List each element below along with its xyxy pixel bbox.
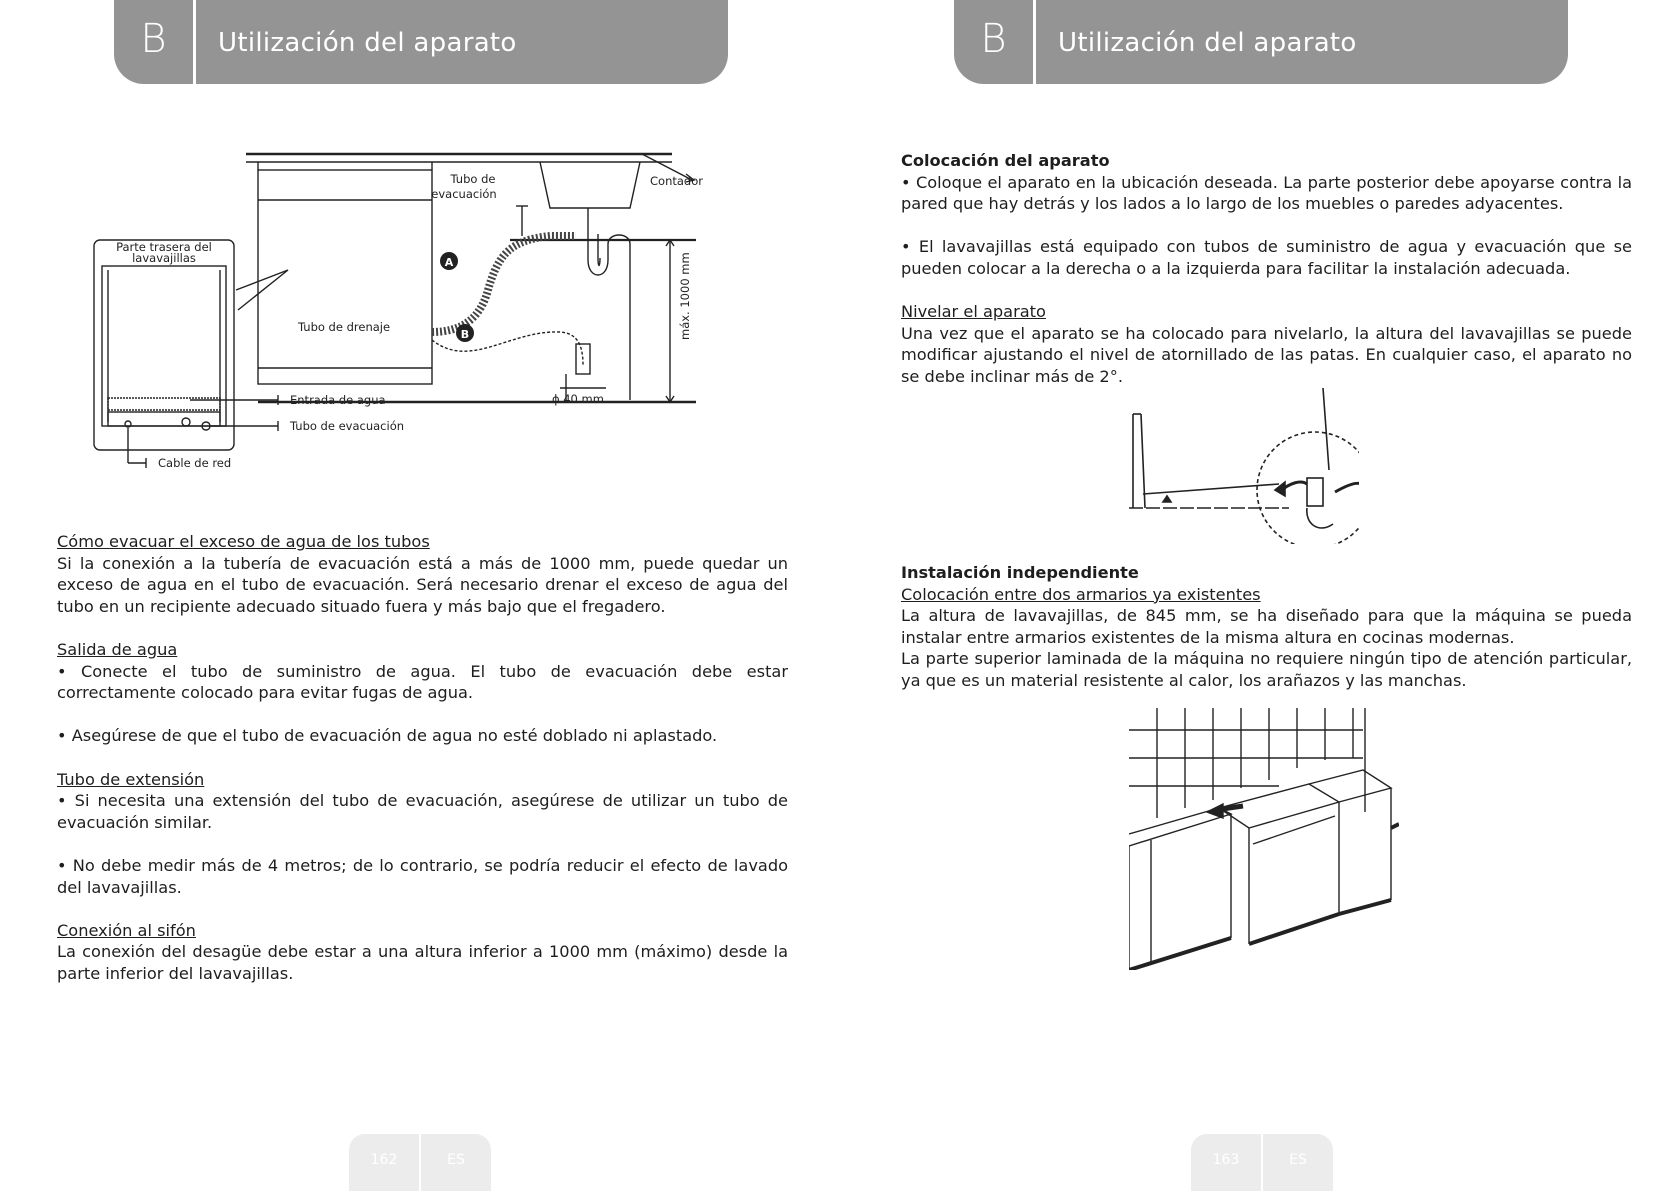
label-lavavajillas: lavavajillas — [132, 251, 196, 265]
right-page-footer — [1191, 1134, 1333, 1191]
marker-a: A — [444, 256, 454, 269]
right-page-header — [954, 0, 1568, 84]
marker-b: B — [460, 328, 470, 341]
language-code: ES — [1263, 1134, 1333, 1191]
bullet-item: • Si necesita una extensión del tubo de evacuación, asegúrese de utilizar un tubo de evacuación similar. — [57, 791, 788, 832]
left-text-block — [57, 531, 788, 984]
right-text-block-bottom — [901, 562, 1632, 692]
bullet-item: • Coloque el aparato en la ubicación deseada. La parte posterior debe apoyarse contra la pared que hay detrás y los lados a lo largo de los muebles o paredes adyacentes. — [901, 172, 1632, 214]
bullet-item: • Conecte el tubo de suministro de agua. El tubo de evacuación debe estar correctamente colocado para evitar fugas de agua. — [57, 661, 788, 703]
right-text-block-top — [901, 150, 1632, 388]
paragraph: La altura de lavavajillas, de 845 mm, se ha diseñado para que la máquina se pueda instalar entre armarios existentes de la misma altura en cocinas modernas. — [901, 606, 1632, 647]
label-contador: Contador — [650, 174, 703, 188]
label-diametro: ϕ 40 mm — [552, 392, 604, 406]
section-heading: Salida de agua — [57, 639, 178, 659]
header-separator — [193, 0, 196, 84]
section-letter: B — [140, 16, 167, 62]
page-title: Utilización del aparato — [1058, 28, 1357, 58]
paragraph: La conexión del desagüe debe estar a una altura inferior a 1000 mm (máximo) desde la parte inferior del lavavajillas. — [57, 942, 788, 983]
page-number: 163 — [1191, 1134, 1261, 1191]
language-code: ES — [421, 1134, 491, 1191]
label-tubo-evacuacion: Tubo de evacuación — [290, 419, 405, 433]
paragraph: Si la conexión a la tubería de evacuación está a más de 1000 mm, puede quedar un exceso de agua en el tubo de evacuación. Será necesario drenar el exceso de agua del tubo en un recipiente adecuado situado fuera y más bajo que el fregadero. — [57, 553, 788, 616]
left-page-footer — [349, 1134, 491, 1191]
leveling-illustration — [1129, 384, 1359, 544]
bullet-item: • No debe medir más de 4 metros; de lo contrario, se podría reducir el efecto de lavado del lavavajillas. — [57, 855, 788, 897]
bullet-item: • El lavavajillas está equipado con tubos de suministro de agua y evacuación que se pueden colocar a la derecha o a la izquierda para facilitar la instalación adecuada. — [901, 237, 1632, 278]
section-heading: Conexión al sifón — [57, 920, 196, 940]
cabinet-illustration — [1129, 708, 1399, 970]
label-max-height: máx. 1000 mm — [678, 252, 692, 340]
header-separator — [1033, 0, 1036, 84]
label-entrada-agua: Entrada de agua — [290, 393, 386, 407]
section-heading: Cómo evacuar el exceso de agua de los tubos — [57, 532, 430, 551]
bullet-item: • Asegúrese de que el tubo de evacuación de agua no esté doblado ni aplastado. — [57, 726, 718, 746]
section-heading: Instalación independiente — [901, 563, 1139, 582]
section-heading: Colocación del aparato — [901, 151, 1110, 170]
label-tubo-de: Tubo de — [450, 172, 496, 186]
label-cable-red: Cable de red — [158, 456, 232, 470]
paragraph: La parte superior laminada de la máquina no requiere ningún tipo de atención particular, ya que es un material resistente al calor, los arañazos y las manchas. — [901, 649, 1632, 690]
section-letter: B — [980, 16, 1007, 62]
page-title: Utilización del aparato — [218, 28, 517, 58]
label-parte-trasera: Parte trasera del — [116, 240, 212, 254]
right-page — [839, 0, 1678, 1191]
section-subheading: Colocación entre dos armarios ya existentes — [901, 584, 1261, 604]
paragraph: Una vez que el aparato se ha colocado para nivelarlo, la altura del lavavajillas se puede modificar ajustando el nivel de atornillado de las patas. En cualquier caso, el aparato no se debe inclinar más de 2°. — [901, 323, 1632, 386]
label-evacuacion: evacuación — [431, 187, 497, 201]
installation-diagram — [90, 140, 770, 520]
section-heading: Nivelar el aparato — [901, 302, 1046, 322]
section-heading: Tubo de extensión — [57, 769, 205, 789]
page-number: 162 — [349, 1134, 419, 1191]
label-tubo-drenaje: Tubo de drenaje — [298, 320, 391, 334]
left-page-header — [114, 0, 728, 84]
